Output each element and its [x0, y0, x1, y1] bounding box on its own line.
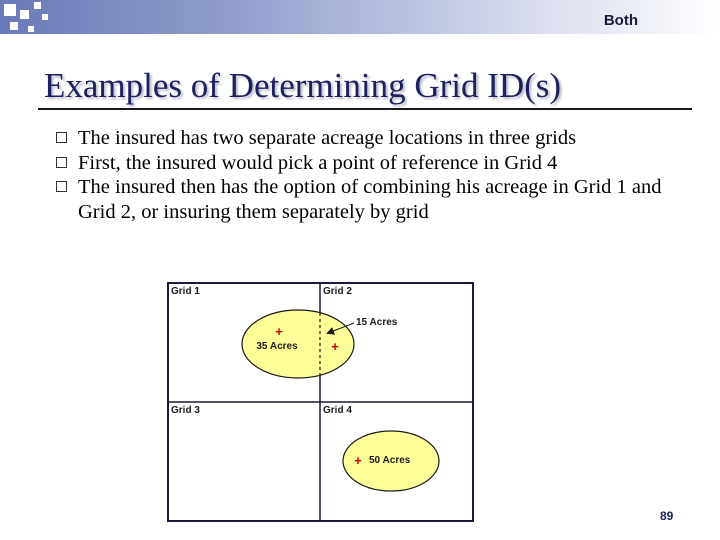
acres-15-label: 15 Acres: [356, 317, 398, 328]
bullet-item: [54, 175, 694, 224]
bullet-item: [54, 126, 694, 151]
bullet-text: The insured has two separate acreage locations in three grids: [78, 127, 577, 149]
reference-marker-15: +: [331, 339, 339, 354]
square-bullet-icon: [56, 181, 67, 192]
reference-marker-35: +: [275, 324, 283, 339]
title-underline: [38, 108, 692, 110]
acres-35-label: 35 Acres: [256, 341, 298, 352]
grid-1-label: Grid 1: [171, 286, 200, 297]
bullet-text: First, the insured would pick a point of reference in Grid 4: [78, 151, 558, 174]
corner-decoration: [0, 0, 60, 50]
square-bullet-icon: [56, 132, 67, 143]
square-bullet-icon: [56, 157, 67, 168]
audience-badge: Both: [603, 12, 638, 29]
page-number: 89: [660, 509, 674, 523]
grid-4-label: Grid 4: [323, 405, 352, 416]
bullet-item: [54, 151, 694, 176]
grid-3-label: Grid 3: [171, 405, 200, 416]
reference-marker-50: +: [354, 453, 362, 468]
grid-diagram: [166, 281, 476, 525]
slide-title: Examples of Determining Grid ID(s): [44, 66, 562, 105]
bullet-text: The insured then has the option of combining his acreage in Grid 1 and Grid 2, or insuring them separately by grid: [78, 176, 662, 223]
bullet-list: [54, 126, 694, 224]
grid-2-label: Grid 2: [323, 286, 352, 297]
acres-50-label: 50 Acres: [369, 455, 411, 466]
